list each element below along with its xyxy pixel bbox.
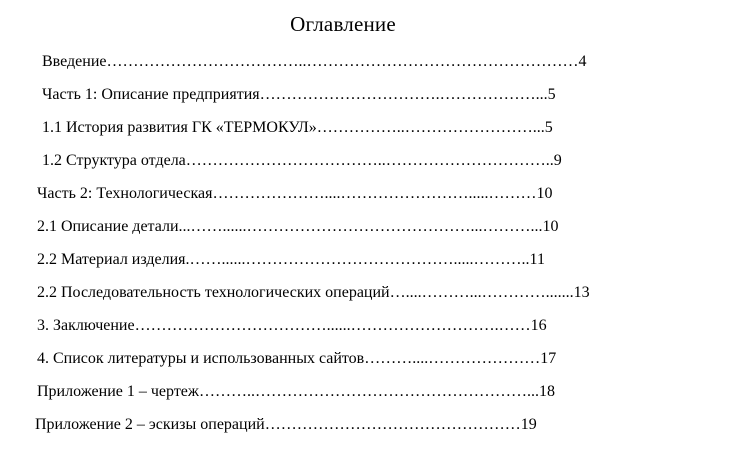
toc-entry-references: 4. Список литературы и использованных сайтов………....…………………17 xyxy=(37,350,557,367)
toc-entry-appendix-1: Приложение 1 – чертеж………..……………………………………………...18 xyxy=(37,383,555,400)
toc-entry-conclusion: 3. Заключение………………………………......……………………….……16 xyxy=(37,317,547,334)
toc-entry-2-2-material: 2.2 Материал изделия.……......………………………………….....………..11 xyxy=(37,251,545,268)
toc-entry-2-2-sequence: 2.2 Последовательность технологических операций…....………...………….......13 xyxy=(37,284,590,301)
toc-entry-part-2: Часть 2: Технологическая…………………....…………………….....………10 xyxy=(37,185,553,202)
toc-entry-part-1: Часть 1: Описание предприятия…………………………….………………...5 xyxy=(42,86,556,103)
toc-title: Оглавление xyxy=(290,12,396,36)
toc-entry-1-1: 1.1 История развития ГК «ТЕРМОКУЛ»……………..……………………...5 xyxy=(42,119,553,136)
toc-entry-introduction: Введение………………………………..……………………………………………4 xyxy=(42,53,587,70)
toc-entry-1-2: 1.2 Структура отдела………………………………..…………………………..9 xyxy=(42,152,562,169)
toc-entry-2-1: 2.1 Описание детали...……......……………………………………...………...10 xyxy=(37,218,559,235)
toc-entry-appendix-2: Приложение 2 – эскизы операций…………………………………………19 xyxy=(35,416,537,433)
